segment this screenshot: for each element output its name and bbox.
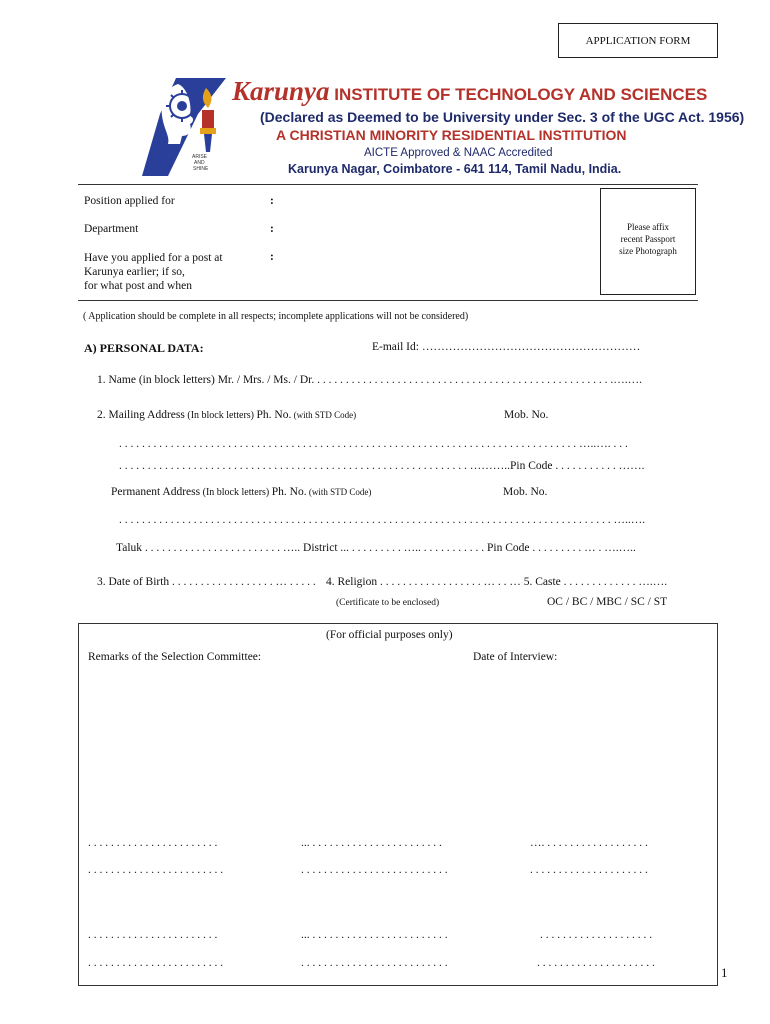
signature-line[interactable]: …. . . . . . . . . . . . . . . . . . . xyxy=(530,837,648,849)
mailing-phone-label: Ph. No. xyxy=(256,409,292,421)
email-field[interactable]: E-mail Id: ………………………………………………… xyxy=(372,341,641,353)
photo-box-text: Please affix recent Passport size Photograph xyxy=(619,222,677,256)
institution-approval: AICTE Approved & NAAC Accredited xyxy=(364,147,553,159)
personal-data-heading: A) PERSONAL DATA: xyxy=(84,341,204,355)
mailing-address-line xyxy=(97,409,356,421)
signature-line[interactable]: . . . . . . . . . . . . . . . . . . . . xyxy=(540,929,653,941)
mailing-block-note: (In block letters) xyxy=(184,410,257,421)
signature-line[interactable]: . . . . . . . . . . . . . . . . . . . . . . . . xyxy=(88,864,224,876)
position-applied-label: Position applied for xyxy=(84,195,175,207)
caste-options: OC / BC / MBC / SC / ST xyxy=(547,596,668,608)
svg-text:SHINE: SHINE xyxy=(193,166,209,172)
applied-earlier-label: Have you applied for a post at Karunya earlier; if so, for what post and when xyxy=(84,252,223,292)
taluk-district-pin-field[interactable]: Taluk . . . . . . . . . . . . . . . . . . . . . . . . ….. District ... . . . . . . . . . ….. . . . . . . . . . . . Pin Code . . . . . . . . . … . ….….. xyxy=(116,542,636,554)
mailing-mobile-label: Mob. No. xyxy=(504,409,549,421)
signature-line[interactable]: . . . . . . . . . . . . . . . . . . . . . xyxy=(530,864,648,876)
signature-line[interactable]: . . . . . . . . . . . . . . . . . . . . . xyxy=(537,957,655,969)
fields-rule xyxy=(78,300,698,301)
permanent-phone-label: Ph. No. xyxy=(271,486,307,498)
institution-minority: A CHRISTIAN MINORITY RESIDENTIAL INSTITUTION xyxy=(276,127,627,143)
institution-declared: (Declared as Deemed to be University under Sec. 3 of the UGC Act. 1956) xyxy=(260,109,745,125)
permanent-block-note: (In block letters) xyxy=(200,487,272,498)
department-colon: : xyxy=(270,223,274,235)
department-label: Department xyxy=(84,223,139,235)
position-applied-colon: : xyxy=(270,195,274,207)
logo-motto: ARISE xyxy=(192,154,208,160)
mailing-address-line-2[interactable]: . . . . . . . . . . . . . . . . . . . . . . . . . . . . . . . . . . . . . . . . . . . . . . . . . . . . . . . . . . . . . ………..Pin Code . . . . . . . . . . . ……. xyxy=(119,460,645,472)
institution-name xyxy=(232,76,707,107)
application-form-title: APPLICATION FORM xyxy=(558,23,718,58)
permanent-address-label: Permanent Address xyxy=(111,486,201,498)
institution-logo xyxy=(138,74,228,179)
institution-address: Karunya Nagar, Coimbatore - 641 114, Tamil Nadu, India. xyxy=(288,162,622,176)
mailing-address-label: 2. Mailing Address xyxy=(97,409,185,421)
certificate-note: (Certificate to be enclosed) xyxy=(336,598,440,608)
institution-brand: Karunya xyxy=(232,76,330,106)
completeness-note: ( Application should be complete in all respects; incomplete applications will not be considered) xyxy=(83,311,469,322)
permanent-std-note: (with STD Code) xyxy=(306,487,372,497)
remarks-label: Remarks of the Selection Committee: xyxy=(88,651,262,663)
header-rule xyxy=(78,184,698,185)
signature-line[interactable]: . . . . . . . . . . . . . . . . . . . . . . . xyxy=(88,929,218,941)
signature-line[interactable]: ... . . . . . . . . . . . . . . . . . . . . . . . . xyxy=(301,929,448,941)
religion-caste-field[interactable]: 4. Religion . . . . . . . . . . . . . . . . . . … . . … 5. Caste . . . . . . . . . . . . . ….…. xyxy=(326,576,668,588)
applied-earlier-colon: : xyxy=(270,251,274,263)
signature-line[interactable]: . . . . . . . . . . . . . . . . . . . . . . . . . . xyxy=(301,957,448,969)
signature-line[interactable]: . . . . . . . . . . . . . . . . . . . . . . . . xyxy=(88,957,224,969)
signature-line[interactable]: ... . . . . . . . . . . . . . . . . . . . . . . . xyxy=(301,837,442,849)
signature-line[interactable]: . . . . . . . . . . . . . . . . . . . . . . . xyxy=(88,837,218,849)
svg-text:AND: AND xyxy=(194,160,205,166)
photo-box[interactable] xyxy=(600,188,696,295)
official-use-heading: (For official purposes only) xyxy=(326,629,453,641)
page-number: 1 xyxy=(721,965,728,980)
mailing-address-line-1[interactable]: . . . . . . . . . . . . . . . . . . . . . . . . . . . . . . . . . . . . . . . . . . . . . . . . . . . . . . . . . . . . . . . . . . . . . . . . . . . . . . . . …..…. . . . xyxy=(119,438,628,450)
signature-line[interactable]: . . . . . . . . . . . . . . . . . . . . . . . . . . xyxy=(301,864,448,876)
interview-date-label: Date of Interview: xyxy=(473,651,558,663)
date-of-birth-field[interactable]: 3. Date of Birth . . . . . . . . . . . . . . . . . . … . . . . . xyxy=(97,576,316,588)
permanent-address-line-1[interactable]: . . . . . . . . . . . . . . . . . . . . . . . . . . . . . . . . . . . . . . . . . . . . . . . . . . . . . . . . . . . . . . . . . . . . . . . . . . . . . . . . . . . . . . …..…. xyxy=(119,514,646,526)
permanent-mobile-label: Mob. No. xyxy=(503,486,548,498)
mailing-std-note: (with STD Code) xyxy=(291,410,357,420)
name-field[interactable]: 1. Name (in block letters) Mr. / Mrs. / Ms. / Dr. . . . . . . . . . . . . . . . . . . . . . . . . . . . . . . . . . . . . . . . . . . . . . . . . . . . .….…. xyxy=(97,374,642,386)
permanent-address-line xyxy=(111,486,371,498)
institution-name-rest: INSTITUTE OF TECHNOLOGY AND SCIENCES xyxy=(329,85,708,104)
